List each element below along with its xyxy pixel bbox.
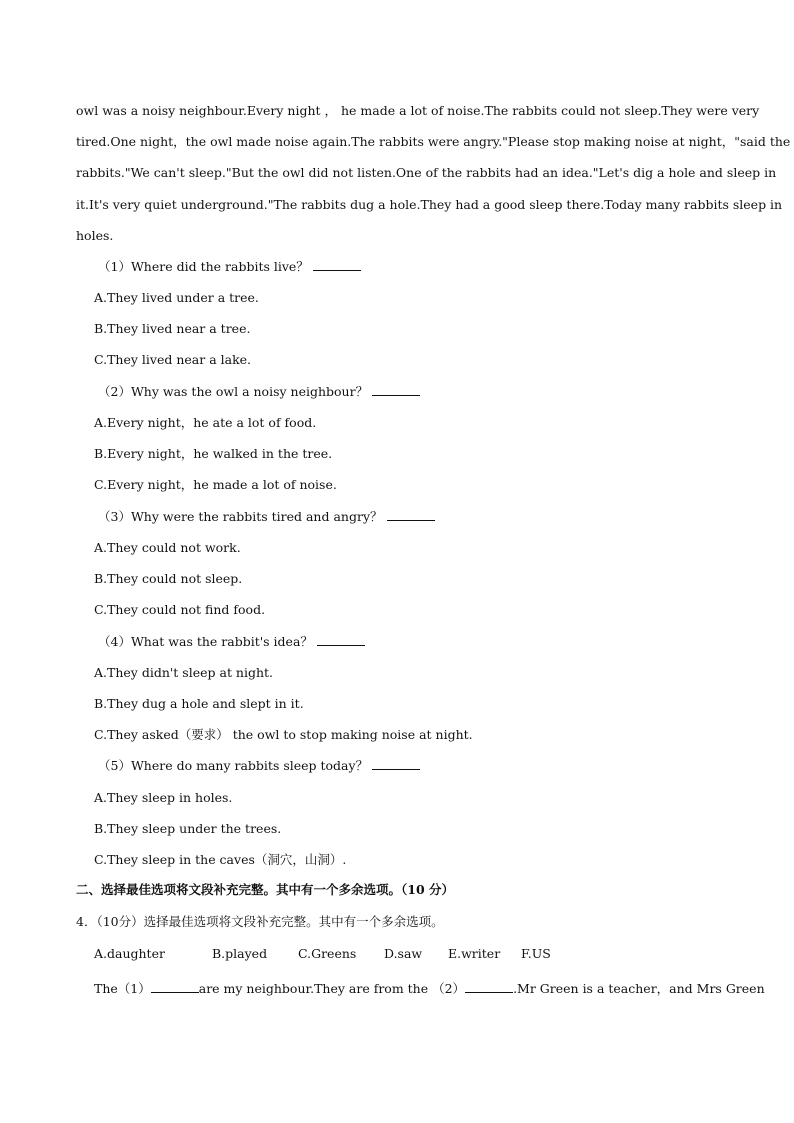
passage-line-1: owl was a noisy neighbour.Every night ， he made a lot of noise.The rabbits could not sleep.They were very (76, 103, 760, 118)
q4-option-a: A.They didn't sleep at night. (94, 665, 274, 680)
cloze-text-2: are my neighbour.They are from the （2） (198, 981, 466, 996)
cloze-line-1 (94, 981, 765, 997)
question-3-text: （3）Why were the rabbits tired and angry？ (98, 509, 383, 524)
q2-option-b: B.Every night，he walked in the tree. (94, 446, 333, 461)
question-4-prompt: 4．（10分）选择最佳选项将文段补充完整。其中有一个多余选项。 (76, 914, 444, 929)
question-2-text: （2）Why was the owl a noisy neighbour？ (98, 384, 369, 399)
q4-option-c: C.They asked（要求） the owl to stop making noise at night. (94, 727, 473, 742)
question-1 (98, 259, 740, 275)
question-4 (98, 634, 740, 650)
word-option-a: A.daughter (94, 946, 165, 961)
q5-option-c: C.They sleep in the caves（洞穴，山洞）. (94, 852, 347, 867)
q2-option-c: C.Every night，he made a lot of noise. (94, 477, 337, 492)
answer-blank-2[interactable] (372, 384, 420, 396)
question-4-text: （4）What was the rabbit's idea？ (98, 634, 313, 649)
word-option-b: B.played (212, 946, 268, 961)
cloze-blank-2[interactable] (465, 981, 513, 993)
cloze-text-3: .Mr Green is a teacher，and Mrs Green (513, 981, 765, 996)
answer-blank-4[interactable] (317, 634, 365, 646)
q1-option-a: A.They lived under a tree. (94, 290, 259, 305)
word-option-d: D.saw (384, 946, 423, 961)
q1-option-b: B.They lived near a tree. (94, 321, 251, 336)
question-5-text: （5）Where do many rabbits sleep today？ (98, 758, 369, 773)
q3-option-c: C.They could not find food. (94, 602, 266, 617)
passage-line-4: it.It's very quiet underground."The rabbits dug a hole.They had a good sleep there.Today many rabbits sleep in (76, 197, 783, 212)
q1-option-c: C.They lived near a lake. (94, 352, 252, 367)
q5-option-a: A.They sleep in holes. (94, 790, 233, 805)
q5-option-b: B.They sleep under the trees. (94, 821, 282, 836)
question-1-text: （1）Where did the rabbits live？ (98, 259, 309, 274)
word-option-e: E.writer (448, 946, 501, 961)
q2-option-a: A.Every night，he ate a lot of food. (94, 415, 317, 430)
q3-option-b: B.They could not sleep. (94, 571, 243, 586)
section-2-heading: 二、选择最佳选项将文段补充完整。其中有一个多余选项。（10 分） (76, 882, 454, 897)
q3-option-a: A.They could not work. (94, 540, 241, 555)
passage-line-3: rabbits."We can't sleep."But the owl did not listen.One of the rabbits had an idea."Let's dig a hole and sleep in (76, 165, 777, 180)
word-option-f: F.US (521, 946, 551, 961)
question-3 (98, 509, 740, 525)
answer-blank-1[interactable] (313, 259, 361, 271)
cloze-blank-1[interactable] (151, 981, 199, 993)
answer-blank-5[interactable] (372, 758, 420, 770)
cloze-text-1: The（1） (94, 981, 151, 996)
question-5 (98, 758, 740, 774)
question-2 (98, 384, 740, 400)
q4-option-b: B.They dug a hole and slept in it. (94, 696, 304, 711)
passage-line-2: tired.One night，the owl made noise again.The rabbits were angry."Please stop making noise at night，"said the (76, 134, 791, 149)
answer-blank-3[interactable] (387, 509, 435, 521)
word-option-c: C.Greens (298, 946, 357, 961)
passage-line-5: holes. (76, 228, 114, 243)
